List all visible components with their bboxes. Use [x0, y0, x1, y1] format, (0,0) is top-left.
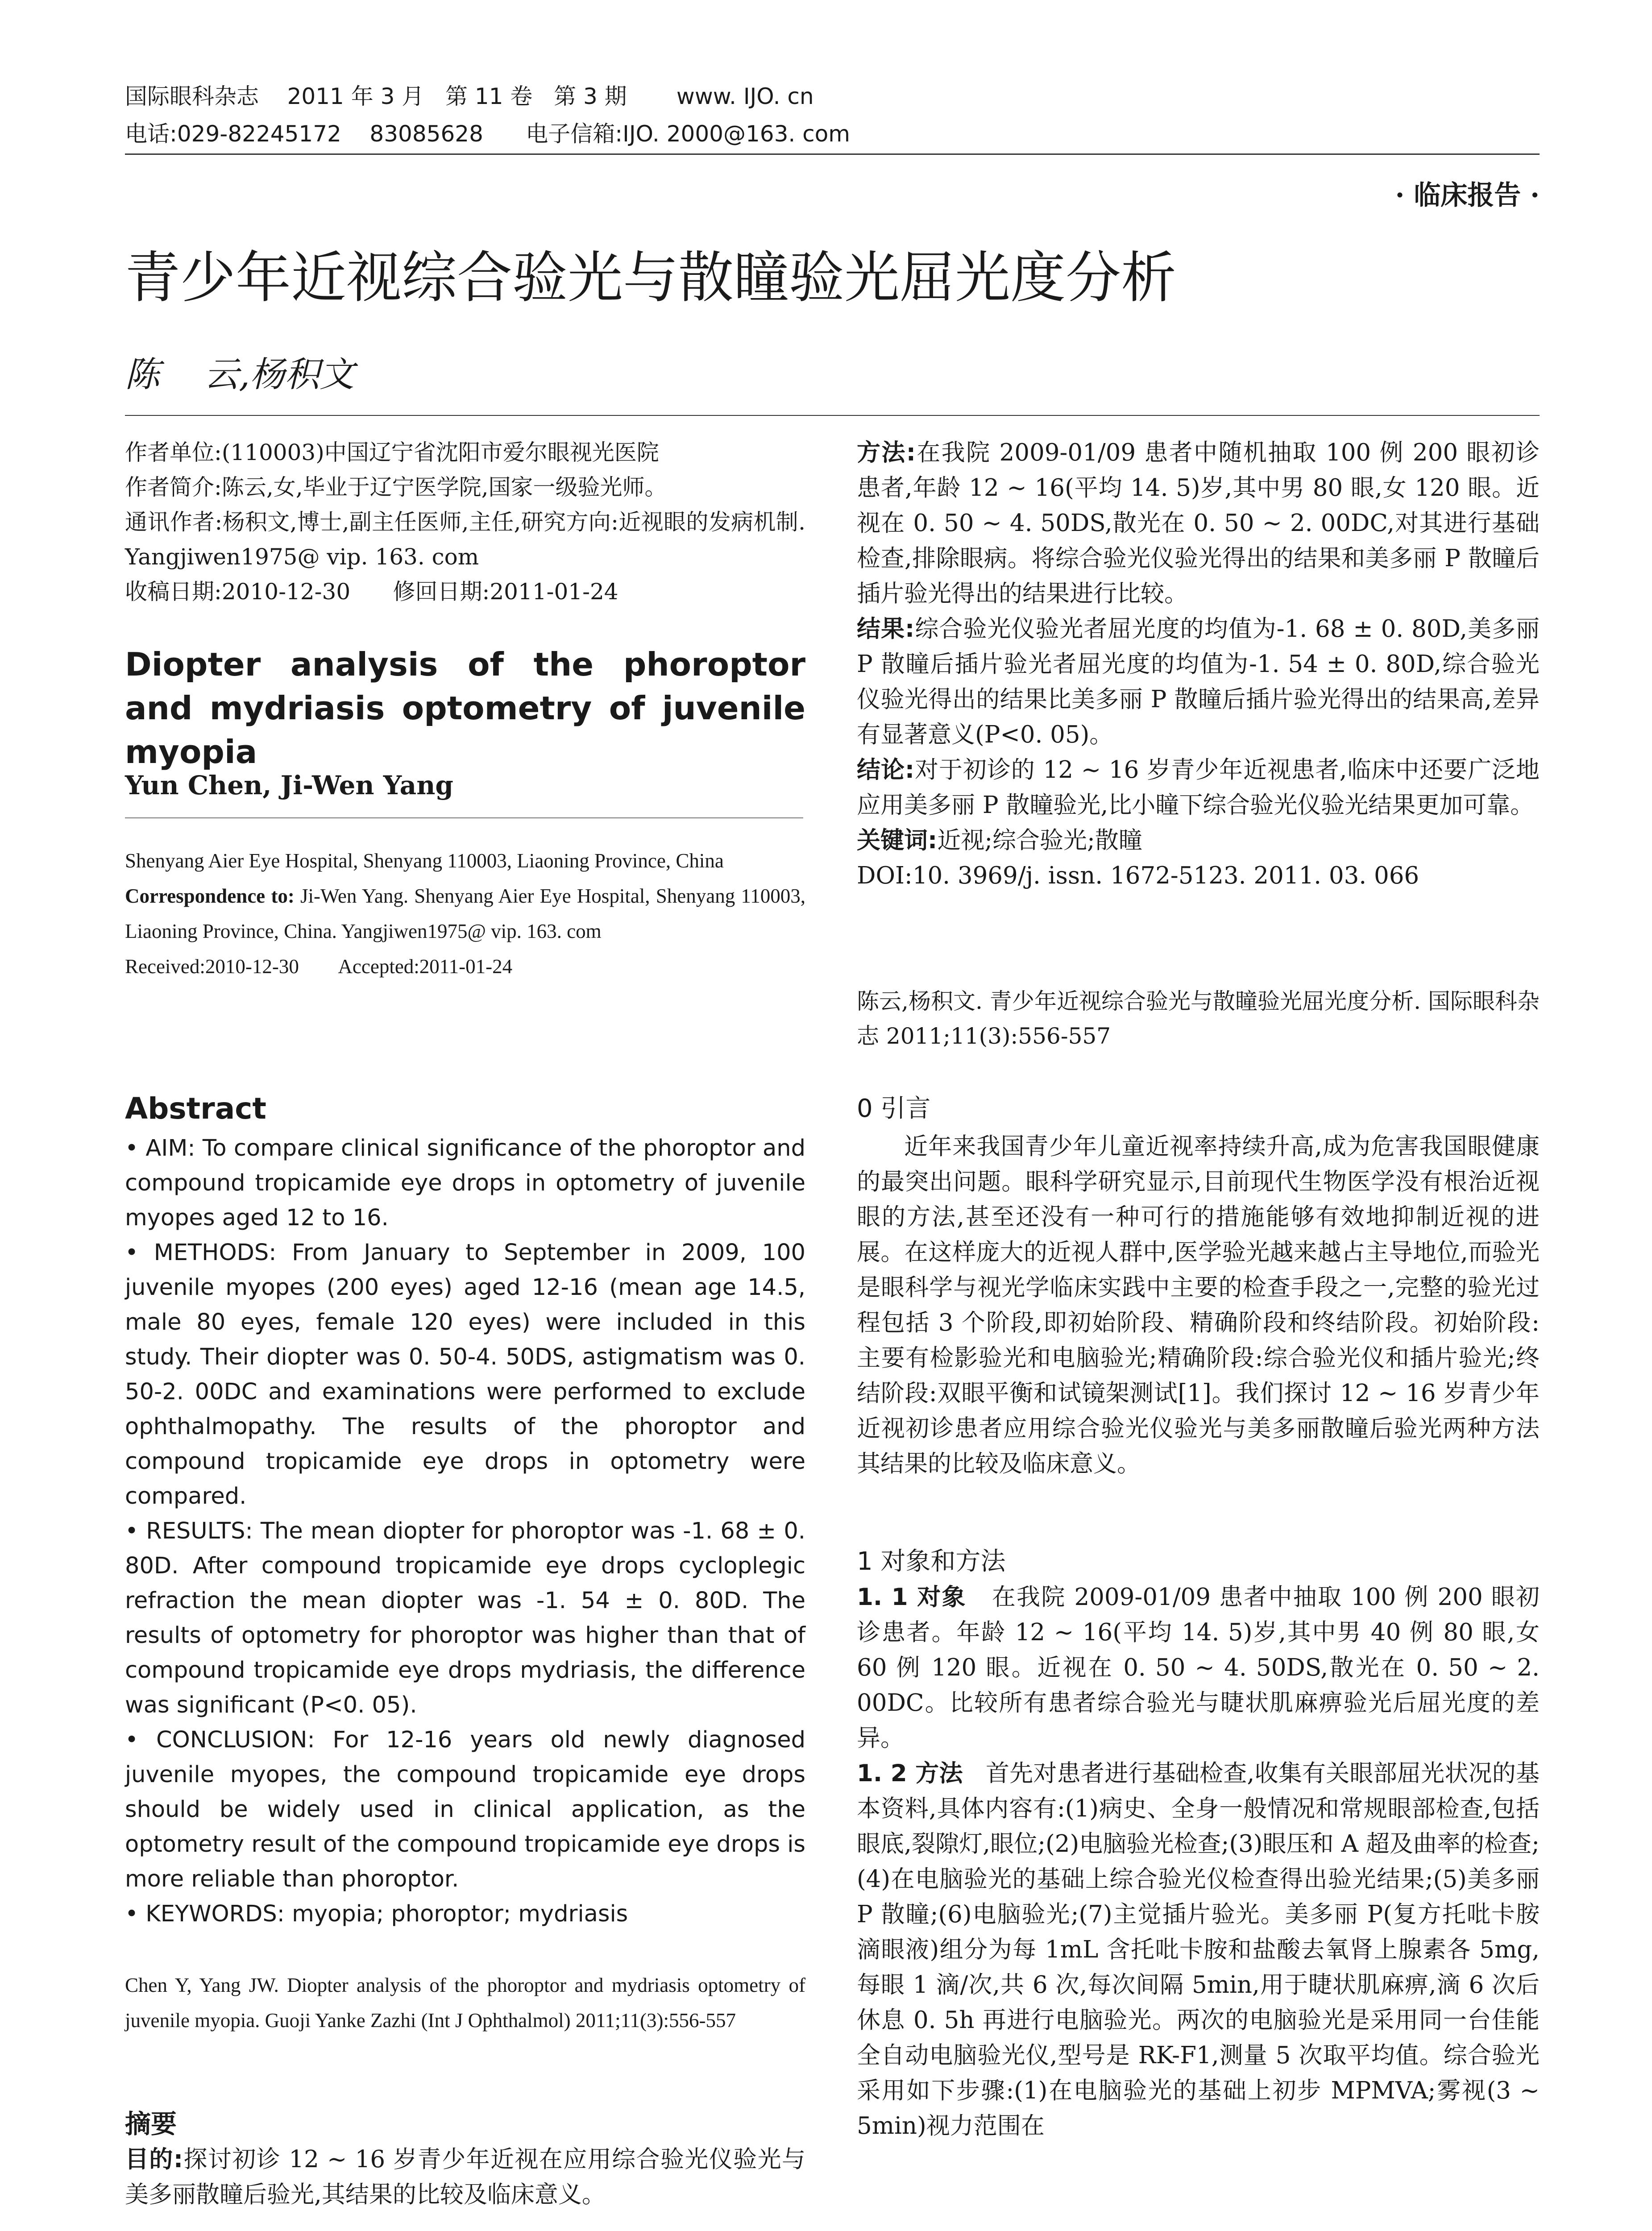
section-1-2	[857, 1756, 1540, 2144]
abstract-zh-heading: 摘要	[125, 2109, 177, 2139]
abstract-aim: • AIM: To compare clinical significance of the phoroptor and compound tropicamide eye drops in optometry of juvenile myopes aged 12 to 16.	[125, 1135, 805, 1231]
abstract-zh-results-text: 综合验光仪验光者屈光度的均值为-1. 68 ± 0. 80D,美多丽 P 散瞳后插片验光者屈光度的均值为-1. 54 ± 0. 80D,综合验光仪验光得出的结果比美多丽 P 散瞳后插片验光得出的结果高,差异有显著意义(P<0. 05)。	[857, 615, 1540, 748]
abstract-zh-keywords-text: 近视;综合验光;散瞳	[937, 827, 1142, 854]
title-en: Diopter analysis of the phoroptor and mydriasis optometry of juvenile myopia	[125, 646, 805, 771]
abstract-zh-right	[857, 435, 1540, 893]
section-label: · 临床报告 ·	[1395, 180, 1540, 211]
correspondence-en	[125, 879, 805, 949]
abstract-conclusion: • CONCLUSION: For 12-16 years old newly diagnosed juvenile myopes, the compound tropicamide eye drops should be widely used in clinical application, as the optometry result of the compound tropicamide eye drops is more reliable than phoroptor.	[125, 1727, 805, 1892]
author-affiliation-zh: 作者单位:(110003)中国辽宁省沈阳市爱尔眼视光医院	[125, 440, 659, 465]
correspondence-text: Ji-Wen Yang. Shenyang Aier Eye Hospital, Shenyang 110003, Liaoning Province, China. Yangjiwen1975@ vip. 163. com	[125, 885, 805, 942]
affiliation-en: Shenyang Aier Eye Hospital, Shenyang 110003, Liaoning Province, China	[125, 850, 724, 872]
section-1-1-label: 1. 1 对象	[857, 1584, 967, 1611]
section-1-2-text: 首先对患者进行基础检查,收集有关眼部屈光状况的基本资料,具体内容有:(1)病史、全身一般情况和常规眼部检查,包括眼底,裂隙灯,眼位;(2)电脑验光检查;(3)眼压和 A 超及曲率的检查;(4)在电脑验光的基础上综合验光仪检查得出验光结果;(5)美多丽 P 散瞳;(6)电脑验光;(7)主觉插片验光。美多丽 P(复方托吡卡胺滴眼液)组分为每 1mL 含托吡卡胺和盐酸去氧肾上腺素各 5mg,每眼 1 滴/次,共 6 次,每次间隔 5min,用于睫状肌麻痹,滴 6 次后休息 0. 5h 再进行电脑验光。两次的电脑验光是采用同一台佳能全自动电脑验光仪,型号是 RK-F1,测量 5 次取平均值。综合验光采用如下步骤:(1)在电脑验光的基础上初步 MPMVA;雾视(3 ~ 5min)视力范围在	[857, 1760, 1540, 2140]
author-bio-zh: 作者简介:陈云,女,毕业于辽宁医学院,国家一级验光师。	[125, 474, 667, 500]
section-0-text: 近年来我国青少年儿童近视率持续升高,成为危害我国眼健康的最突出问题。眼科学研究显示,目前现代生物医学没有根治近视眼的方法,甚至还没有一种可行的措施能够有效地抑制近视的进展。在这样庞大的近视人群中,医学验光越来越占主导地位,而验光是眼科学与视光学临床实践中主要的检查手段之一,完整的验光过程包括 3 个阶段,即初始阶段、精确阶段和终结阶段。初始阶段:主要有检影验光和电脑验光;精确阶段:综合验光仪和插片验光;终结阶段:双眼平衡和试镜架测试[1]。我们探讨 12 ~ 16 岁青少年近视初诊患者应用综合验光仪验光与美多丽散瞳后验光两种方法其结果的比较及临床意义。	[857, 1133, 1540, 1477]
correspondence-label: Correspondence to:	[125, 885, 295, 907]
journal-header-line1: 国际眼科杂志 2011 年 3 月 第 11 卷 第 3 期 www. IJO. cn	[125, 83, 814, 109]
abstract-keywords: • KEYWORDS: myopia; phoroptor; mydriasis	[125, 1901, 628, 1927]
section-1-1	[857, 1580, 1540, 1756]
abstract-zh-conclusion-text: 对于初诊的 12 ~ 16 岁青少年近视患者,临床中还要广泛地应用美多丽 P 散瞳验光,比小瞳下综合验光仪验光结果更加可靠。	[857, 756, 1540, 819]
citation-en: Chen Y, Yang JW. Diopter analysis of the phoroptor and mydriasis optometry of juvenile myopia. Guoji Yanke Zazhi (Int J Ophthalmol) 2011;11(3):556-557	[125, 1974, 805, 2032]
received-date-zh: 收稿日期:2010-12-30 修回日期:2011-01-24	[125, 579, 618, 605]
corresponding-author-zh: 通讯作者:杨积文,博士,副主任医师,主任,研究方向:近视眼的发病机制. Yangjiwen1975@ vip. 163. com	[125, 509, 805, 570]
authors-zh: 陈 云,杨积文	[125, 355, 354, 395]
abstract-results: • RESULTS: The mean diopter for phoroptor was -1. 68 ± 0. 80D. After compound tropicamide eye drops cycloplegic refraction the mean diopter was -1. 54 ± 0. 80D. The results of optometry for phoroptor was higher than that of compound tropicamide eye drops mydriasis, the difference was significant (P<0. 05).	[125, 1518, 805, 1718]
abstract-zh-results-label: 结果:	[857, 615, 915, 643]
article-title: 青少年近视综合验光与散瞳验光屈光度分析	[125, 246, 1177, 310]
abstract-zh-aim-label: 目的:	[125, 2146, 183, 2173]
citation-zh: 陈云,杨积文. 青少年近视综合验光与散瞳验光屈光度分析. 国际眼科杂志 2011;11(3):556-557	[857, 988, 1540, 1049]
section-1-heading: 1 对象和方法	[857, 1547, 1006, 1576]
section-1-2-label: 1. 2 方法	[857, 1760, 963, 1787]
author-info	[125, 435, 805, 609]
authors-en: Yun Chen, Ji-Wen Yang	[125, 770, 453, 800]
abstract-zh-methods-text: 在我院 2009-01/09 患者中随机抽取 100 例 200 眼初诊患者,年龄 12 ~ 16(平均 14. 5)岁,其中男 80 眼,女 120 眼。近视在 0. 50 ~ 4. 50DS,散光在 0. 50 ~ 2. 00DC,对其进行基础检查,排除眼病。将综合验光仪验光得出的结果和美多丽 P 散瞳后插片验光得出的结果进行比较。	[857, 439, 1540, 607]
title-rule	[125, 415, 1540, 416]
abstract-zh-keywords-label: 关键词:	[857, 827, 938, 854]
abstract-zh-aim	[125, 2142, 805, 2212]
abstract-zh-aim-text: 探讨初诊 12 ~ 16 岁青少年近视在应用综合验光仪验光与美多丽散瞳后验光,其结果的比较及临床意义。	[125, 2146, 805, 2208]
affiliation-block-en	[125, 843, 805, 984]
received-en: Received:2010-12-30 Accepted:2011-01-24	[125, 955, 513, 978]
section-1-1-text: 在我院 2009-01/09 患者中抽取 100 例 200 眼初诊患者。年龄 12 ~ 16(平均 14. 5)岁,其中男 40 例 80 眼,女 60 例 120 眼。近视在 0. 50 ~ 4. 50DS,散光在 0. 50 ~ 2. 00DC。比较所有患者综合验光与睫状肌麻痹验光后屈光度的差异。	[857, 1584, 1540, 1752]
abstract-zh-conclusion-label: 结论:	[857, 756, 915, 784]
abstract-methods: • METHODS: From January to September in 2009, 100 juvenile myopes (200 eyes) aged 12-16 (mean age 14.5, male 80 eyes, female 120 eyes) were included in this study. Their diopter was 0. 50-4. 50DS, astigmatism was 0. 50-2. 00DC and examinations were performed to exclude ophthalmopathy. The results of the phoroptor and compound tropicamide eye drops in optometry were compared.	[125, 1240, 805, 1509]
doi: DOI:10. 3969/j. issn. 1672-5123. 2011. 03. 066	[857, 862, 1420, 889]
authors-rule	[125, 817, 803, 818]
abstract-heading: Abstract	[125, 1091, 266, 1126]
section-0-heading: 0 引言	[857, 1094, 931, 1123]
journal-header-line2: 电话:029-82245172 83085628 电子信箱:IJO. 2000@163. com	[125, 121, 850, 147]
abstract-en	[125, 1131, 805, 1932]
header-rule	[125, 153, 1540, 155]
abstract-zh-methods-label: 方法:	[857, 439, 916, 466]
